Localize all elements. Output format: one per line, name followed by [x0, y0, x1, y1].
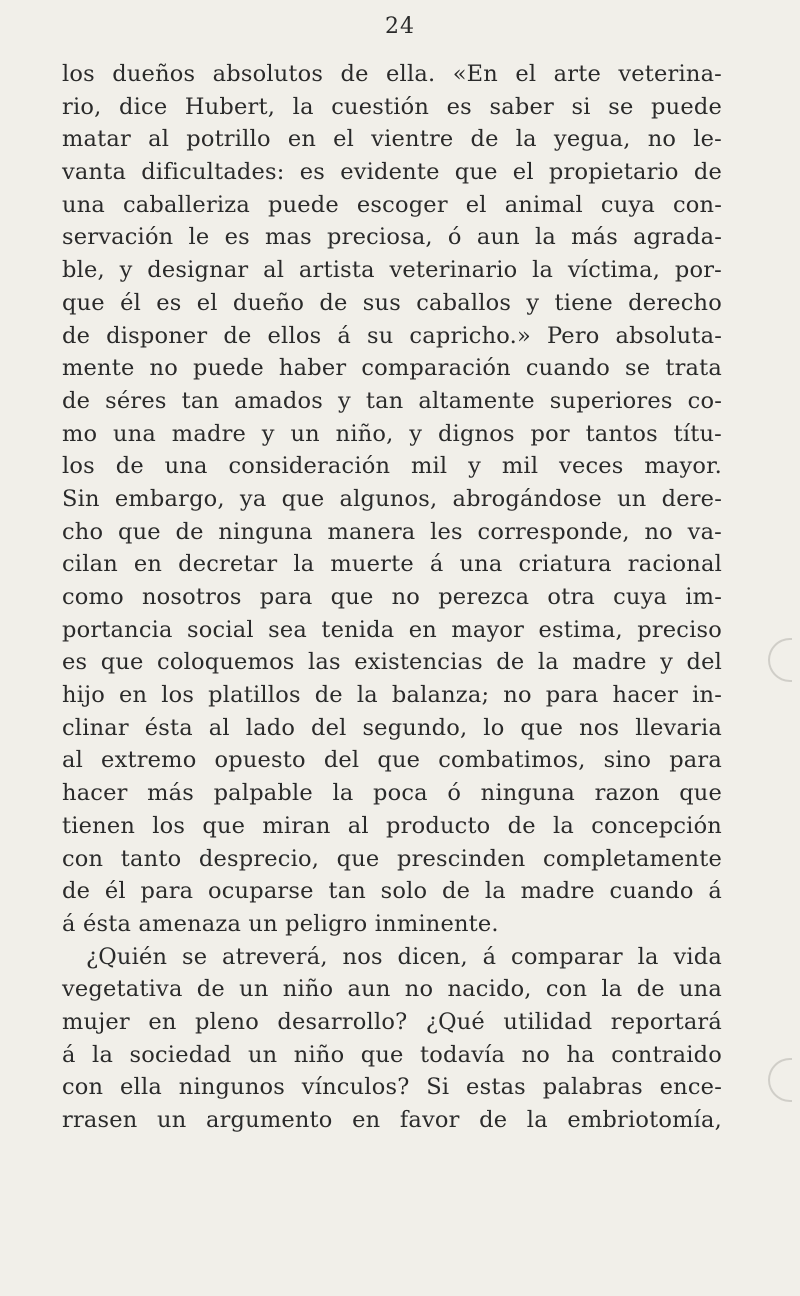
text-line: mujer en pleno desarrollo? ¿Qué utilidad reportará	[62, 1008, 722, 1035]
text-line: de disponer de ellos á su capricho.» Pero absoluta-	[62, 322, 722, 349]
text-line: rio, dice Hubert, la cuestión es saber si se puede	[62, 93, 722, 120]
text-line: que él es el dueño de sus caballos y tiene derecho	[62, 289, 722, 316]
text-line: vegetativa de un niño aun no nacido, con la de una	[62, 976, 722, 1003]
text-line: los de una consideración mil y mil veces mayor.	[62, 453, 722, 480]
text-line: á ésta amenaza un peligro inminente.	[62, 910, 499, 937]
text-line: una caballeriza puede escoger el animal cuya con-	[62, 191, 722, 218]
text-line: matar al potrillo en el vientre de la yegua, no le-	[62, 126, 722, 153]
text-line: como nosotros para que no perezca otra cuya im-	[62, 584, 722, 610]
text-line: es que coloquemos las existencias de la madre y del	[62, 649, 722, 676]
page-number: 24	[385, 14, 415, 39]
binding-mark	[768, 1058, 792, 1102]
text-line: ¿Quién se atreverá, nos dicen, á comparar la vida	[86, 943, 722, 970]
text-line: al extremo opuesto del que combatimos, sino para	[62, 747, 722, 774]
text-line: ble, y designar al artista veterinario la víctima, por-	[62, 257, 722, 284]
text-line: mo una madre y un niño, y dignos por tantos títu-	[62, 420, 722, 447]
binding-mark	[768, 638, 792, 682]
text-line: portancia social sea tenida en mayor estima, preciso	[62, 616, 722, 643]
text-line: con tanto desprecio, que prescinden completamente	[62, 845, 722, 872]
text-line: vanta dificultades: es evidente que el propietario de	[62, 159, 722, 186]
text-line: cilan en decretar la muerte á una criatura racional	[62, 551, 722, 578]
text-line: cho que de ninguna manera les corresponde, no va-	[62, 518, 722, 545]
text-line: con ella ningunos vínculos? Si estas palabras ence-	[62, 1074, 722, 1101]
text-line: hacer más palpable la poca ó ninguna razon que	[62, 780, 722, 807]
text-line: los dueños absolutos de ella. «En el arte veterina-	[62, 61, 722, 87]
text-line: hijo en los platillos de la balanza; no para hacer in-	[62, 682, 722, 709]
body-text	[62, 58, 722, 1137]
text-line: de él para ocuparse tan solo de la madre cuando á	[62, 878, 722, 905]
text-line: de séres tan amados y tan altamente superiores co-	[62, 387, 722, 414]
text-line: rrasen un argumento en favor de la embriotomía,	[62, 1107, 722, 1133]
text-line: clinar ésta al lado del segundo, lo que nos llevaria	[62, 714, 722, 741]
text-line: servación le es mas preciosa, ó aun la más agrada-	[62, 224, 722, 251]
text-line: á la sociedad un niño que todavía no ha contraido	[62, 1041, 722, 1068]
text-line: Sin embargo, ya que algunos, abrogándose un dere-	[62, 485, 722, 512]
text-line: tienen los que miran al producto de la concepción	[62, 812, 722, 839]
text-line: mente no puede haber comparación cuando se trata	[62, 355, 722, 382]
